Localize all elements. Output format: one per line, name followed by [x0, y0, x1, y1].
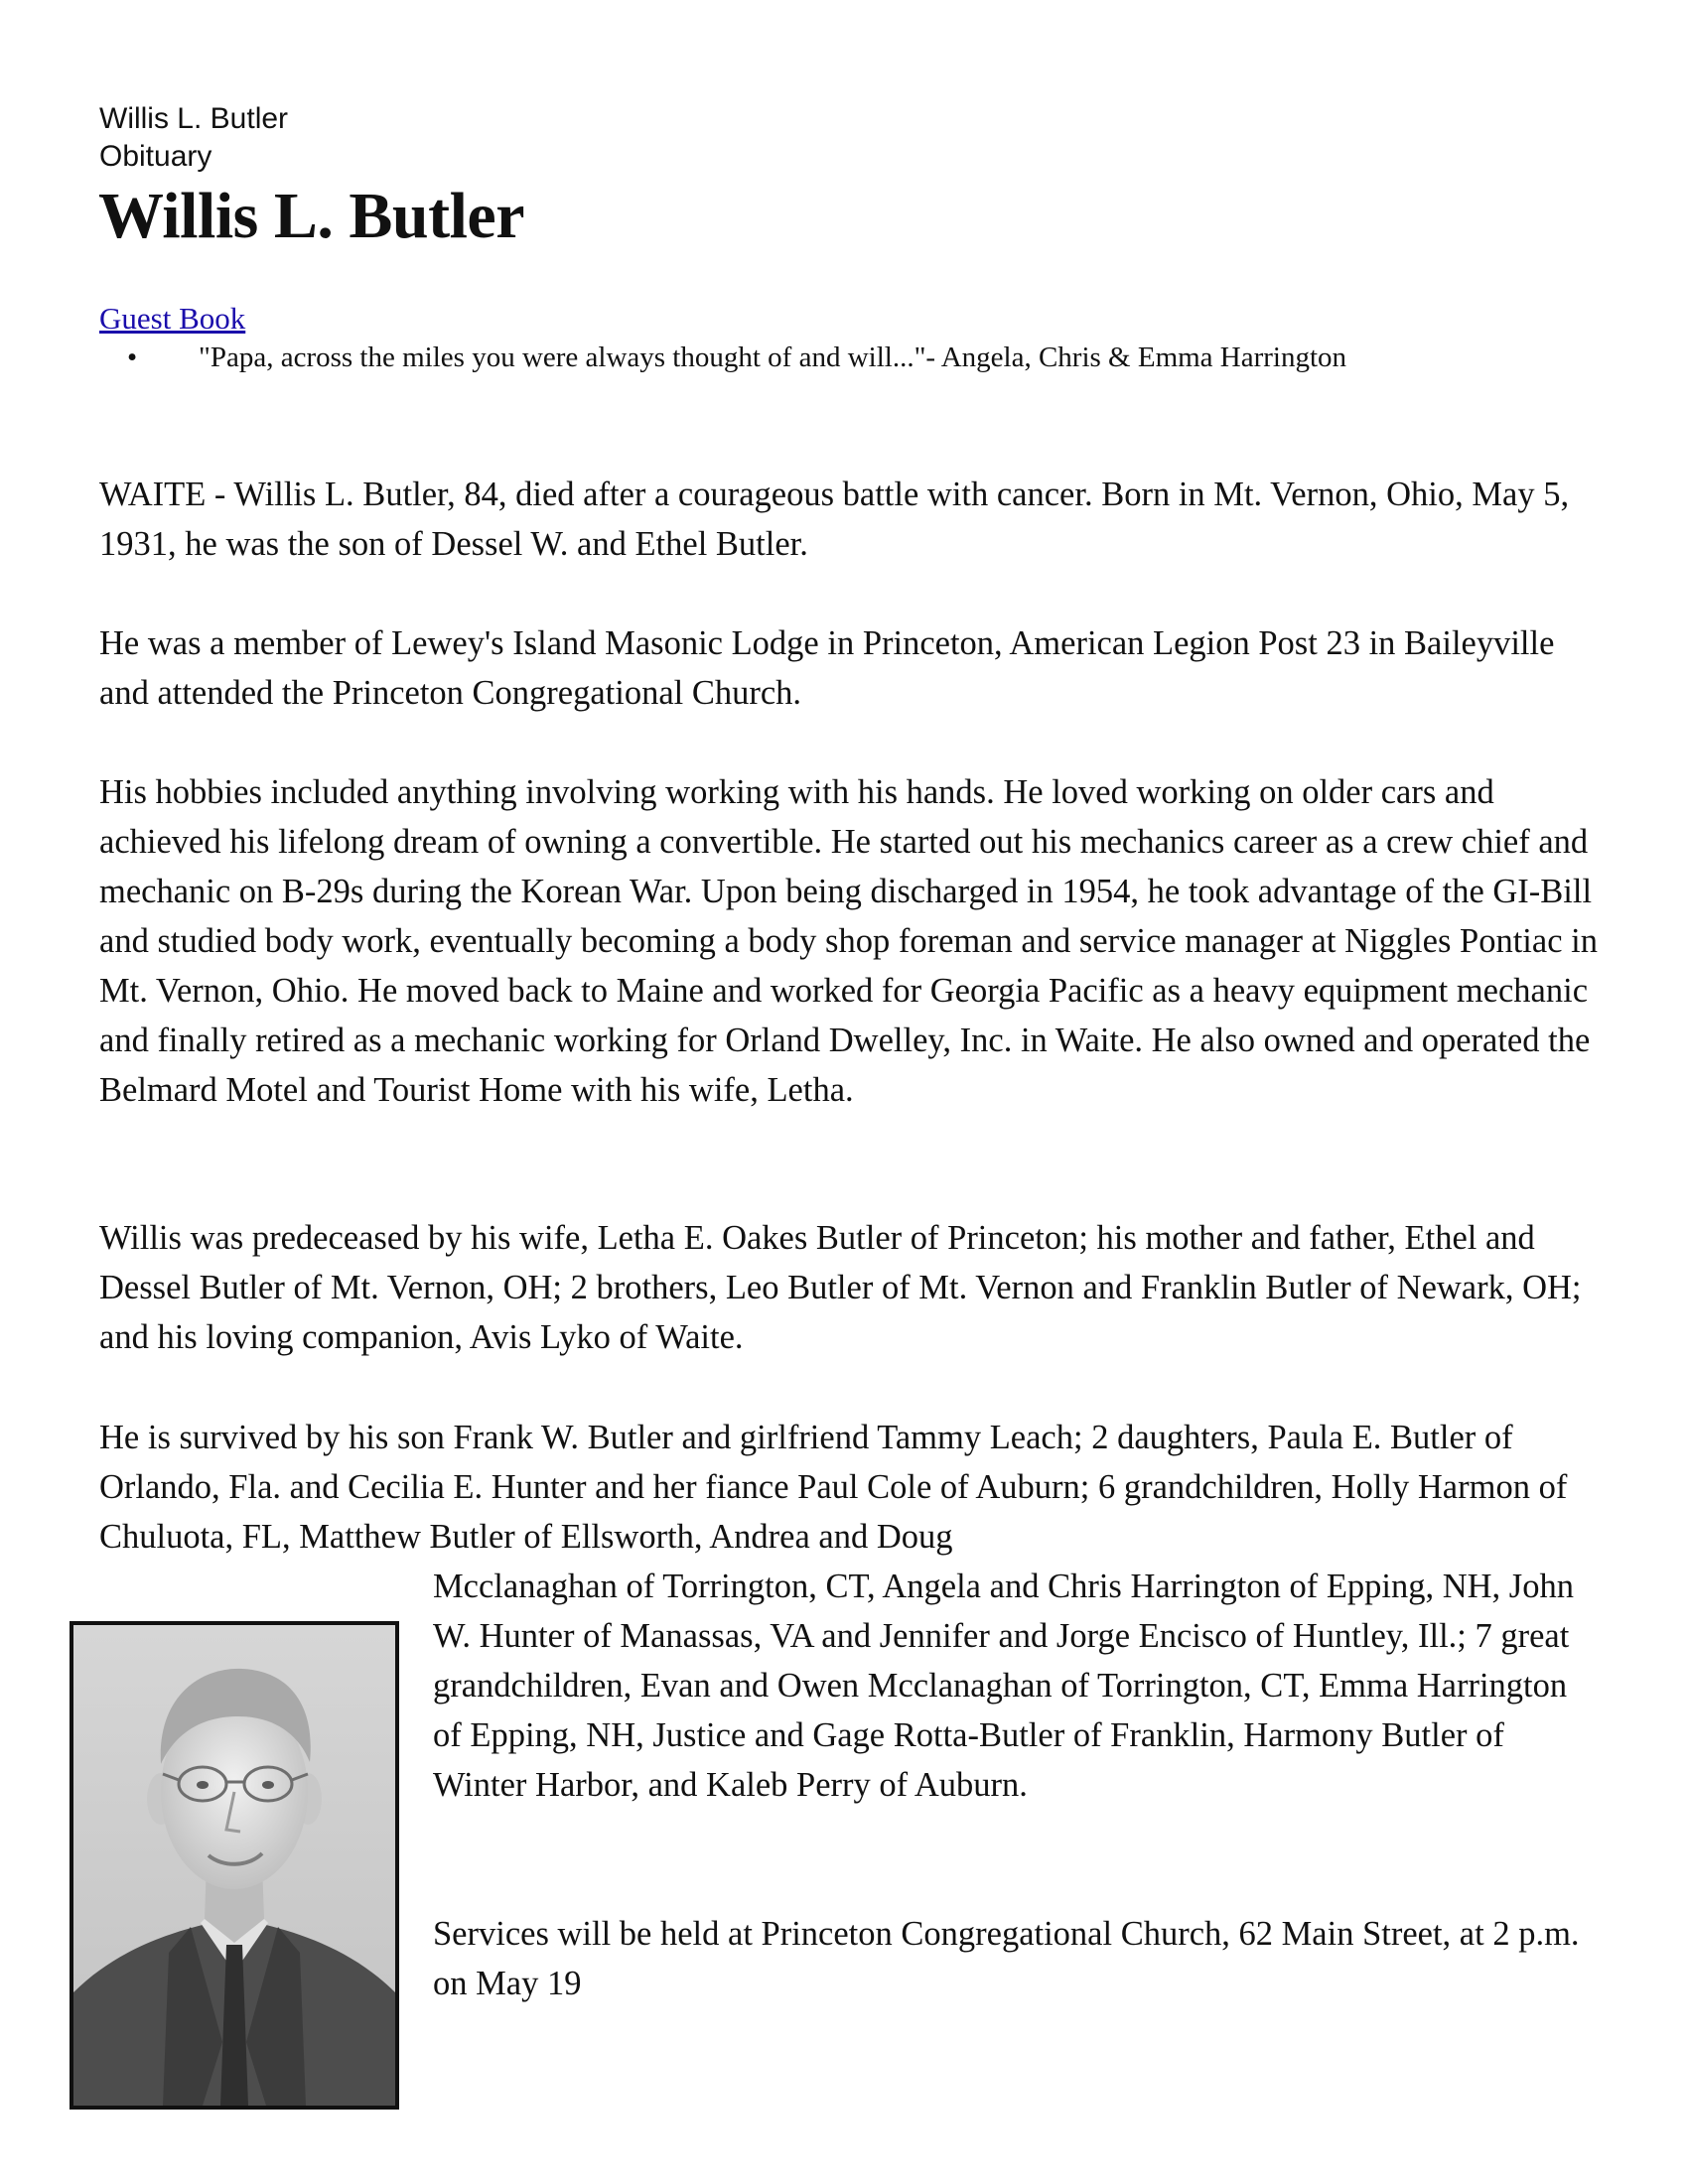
obituary-paragraph-survivors: He is survived by his son Frank W. Butler and girlfriend Tammy Leach; 2 daughters, Paula E. Butler of Orlando, Fla. and Cecilia E. Hunter and her fiance Paul Cole of Auburn; 6 grandchildren, Holly Harmon of Chuluota, FL, Matthew Butler of Ellsworth, Andrea and Doug	[99, 1419, 1568, 1556]
obituary-paragraph-predeceased: Willis was predeceased by his wife, Letha E. Oakes Butler of Princeton; his mother and father, Ethel and Dessel Butler of Mt. Vernon, OH; 2 brothers, Leo Butler of Mt. Vernon and Franklin Butler of Newark, OH; and his loving companion, Avis Lyko of Waite.	[99, 1219, 1582, 1356]
header-type: Obituary	[99, 140, 212, 173]
obituary-paragraph-intro: WAITE - Willis L. Butler, 84, died after a courageous battle with cancer. Born in Mt. Vernon, Ohio, May 5, 1931, he was the son of Dessel W. and Ethel Butler.	[99, 476, 1570, 563]
guest-book-entry-text: "Papa, across the miles you were always thought of and will..."- Angela, Chris & Emma Harrington	[199, 341, 1347, 373]
portrait-photo	[70, 1621, 399, 2110]
header-name: Willis L. Butler	[99, 102, 289, 135]
obituary-paragraph-memberships: He was a member of Lewey's Island Masonic Lodge in Princeton, American Legion Post 23 in Baileyville and attended the Princeton Congregational Church.	[99, 624, 1555, 712]
guest-book-link[interactable]: Guest Book	[99, 301, 246, 336]
obituary-paragraph-survivors-continued: Mcclanaghan of Torrington, CT, Angela and Chris Harrington of Epping, NH, John W. Hunter of Manassas, VA and Jennifer and Jorge Encisco of Huntley, Ill.; 7 great grandchildren, Evan and Owen Mcclanaghan of Torrington, CT, Emma Harrington of Epping, NH, Justice and Gage Rotta-Butler of Franklin, Harmony Butler of Winter Harbor, and Kaleb Perry of Auburn.	[433, 1568, 1574, 1804]
bullet-icon: •	[127, 341, 138, 373]
page-title: Willis L. Butler	[98, 180, 524, 252]
obituary-paragraph-career: His hobbies included anything involving working with his hands. He loved working on older cars and achieved his lifelong dream of owning a convertible. He started out his mechanics career as a crew chief and mechanic on B-29s during the Korean War. Upon being discharged in 1954, he took advantage of the GI-Bill and studied body work, eventually becoming a body shop foreman and service manager at Niggles Pontiac in Mt. Vernon, Ohio. He moved back to Maine and worked for Georgia Pacific as a heavy equipment mechanic and finally retired as a mechanic working for Orland Dwelley, Inc. in Waite. He also owned and operated the Belmard Motel and Tourist Home with his wife, Letha.	[99, 773, 1598, 1109]
obituary-paragraph-services: Services will be held at Princeton Congregational Church, 62 Main Street, at 2 p.m. on May 19	[433, 1915, 1580, 2002]
